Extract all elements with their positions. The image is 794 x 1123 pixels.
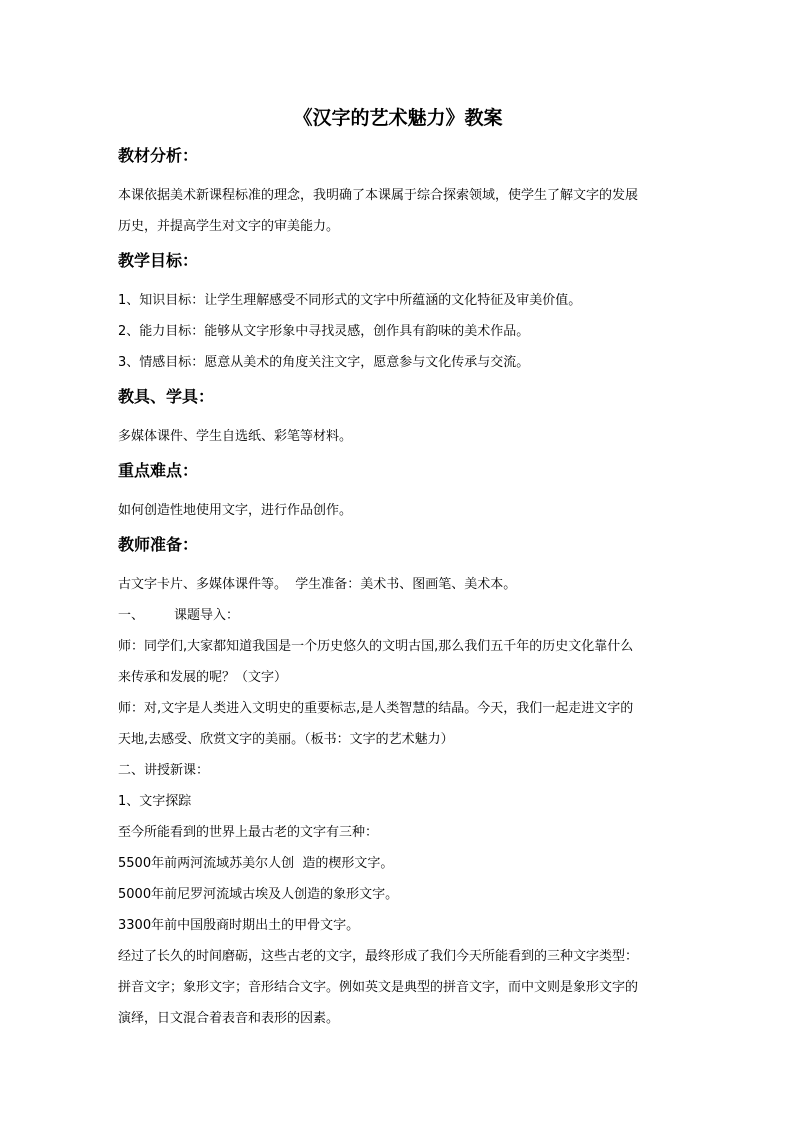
difficulty-line-1: 如何创造性地使用文字，进行作品创作。	[118, 503, 353, 518]
heading-difficulty: 重点难点：	[118, 461, 199, 480]
process-line-9: 5000年前尼罗河流域古埃及人创造的象形文字。	[118, 887, 399, 902]
process-line-6: 1、文字探踪	[118, 794, 192, 809]
intro-step-number: 一、	[118, 608, 145, 623]
process-line-4: 天地,去感受、欣赏文字的美丽。（板书：文字的艺术魅力）	[118, 732, 454, 747]
process-line-2: 来传承和发展的呢？（文字）	[118, 670, 288, 685]
goal-line-3: 3、情感目标：愿意从美术的角度关注文字，愿意参与文化传承与交流。	[118, 355, 530, 370]
intro-step	[118, 600, 678, 631]
tools-line-1: 多媒体课件、学生自选纸、彩笔等材料。	[118, 429, 353, 444]
intro-step-label: 课题导入：	[174, 608, 240, 623]
goal-line-2: 2、能力目标：能够从文字形象中寻找灵感，创作具有韵味的美术作品。	[118, 324, 530, 339]
document-title: 《汉字的艺术魅力》教案	[293, 107, 503, 129]
heading-prep: 教师准备：	[118, 535, 199, 554]
prep-line-1: 古文字卡片、多媒体课件等。 学生准备：美术书、图画笔、美术本。	[118, 577, 517, 592]
process-line-3: 师：对,文字是人类进入文明史的重要标志,是人类智慧的结晶。今天，我们一起走进文字的	[118, 701, 634, 716]
process-line-12: 拼音文字；象形文字；音形结合文字。例如英文是典型的拼音文字，而中文则是象形文字的	[118, 980, 639, 995]
heading-tools: 教具、学具：	[118, 387, 215, 406]
goal-line-1: 1、知识目标：让学生理解感受不同形式的文字中所蕴涵的文化特征及审美价值。	[118, 293, 582, 308]
heading-goals: 教学目标：	[118, 251, 199, 270]
process-line-11: 经过了长久的时间磨砺，这些古老的文字，最终形成了我们今天所能看到的三种文字类型：	[118, 949, 639, 964]
process-line-13: 演绎，日文混合着表音和表形的因素。	[118, 1011, 340, 1026]
process-line-5: 二、讲授新课：	[118, 763, 210, 778]
heading-analysis: 教材分析：	[118, 146, 199, 165]
process-line-8: 5500年前两河流域苏美尔人创 造的楔形文字。	[118, 856, 394, 871]
analysis-line-1: 本课依据美术新课程标准的理念，我明确了本课属于综合探索领域，使学生了解文字的发展	[118, 188, 639, 203]
process-line-1: 师：同学们,大家都知道我国是一个历史悠久的文明古国,那么我们五千年的历史文化靠什么	[118, 639, 634, 654]
analysis-line-2: 历史，并提高学生对文字的审美能力。	[118, 219, 340, 234]
process-line-10: 3300年前中国殷商时期出土的甲骨文字。	[118, 918, 360, 933]
document-page	[118, 100, 678, 1034]
process-line-7: 至今所能看到的世界上最古老的文字有三种：	[118, 825, 379, 840]
